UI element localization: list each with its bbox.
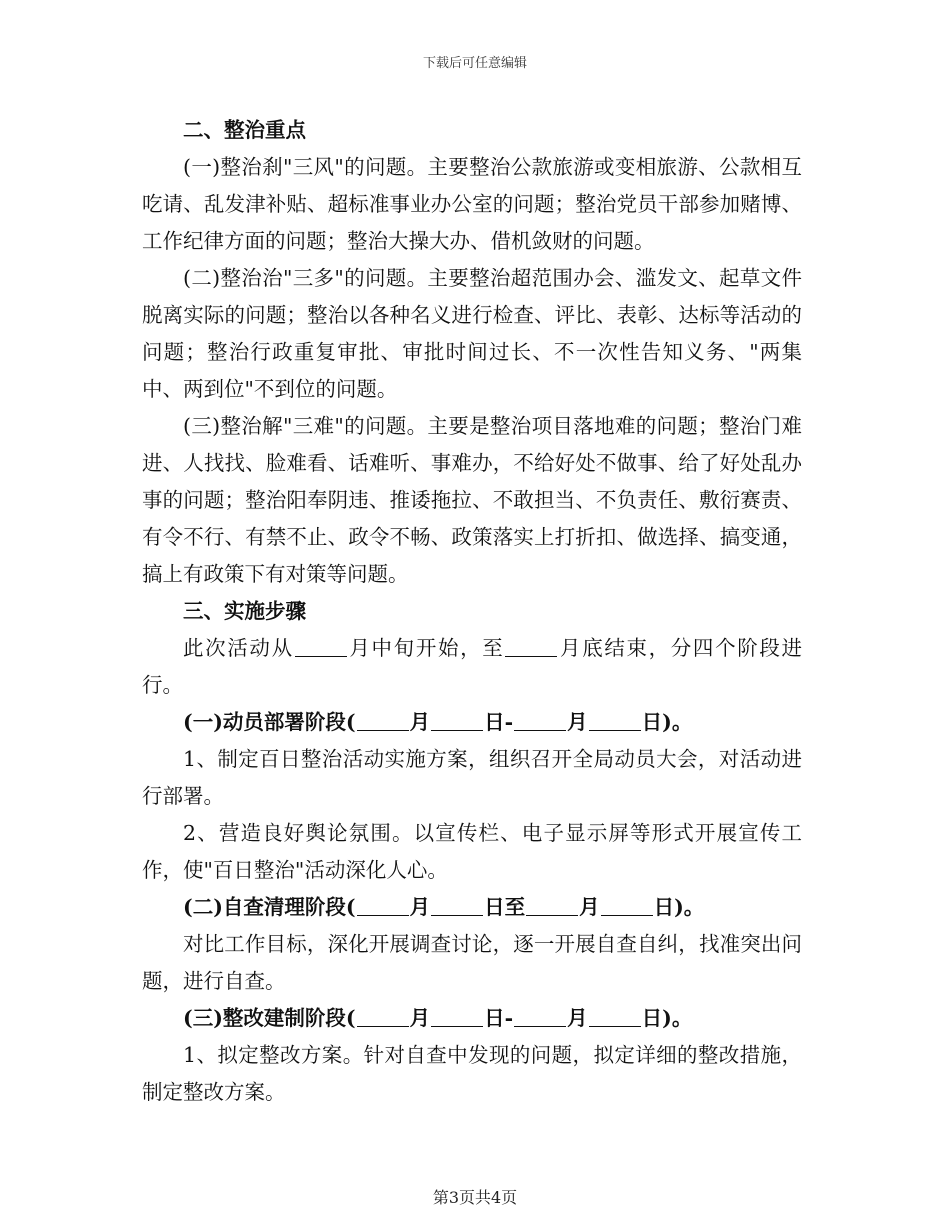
document-body [142, 112, 802, 1111]
text-fragment: 月 [567, 710, 588, 734]
paragraph: (二)整治治"三多"的问题。主要整治超范围办会、滥发文、起草文件脱离实际的问题；整治以各种名义进行检查、评比、表彰、达标等活动的问题；整治行政重复审批、审批时间过长、不一次性告知义务、"两集中、两到位"不到位的问题。 [142, 266, 802, 401]
fill-in-blank [431, 710, 483, 731]
fill-in-blank [514, 1006, 566, 1027]
text-fragment: 日- [484, 1006, 514, 1030]
text-fragment: 月中旬开始，至 [347, 636, 505, 660]
fill-in-blank [431, 1006, 483, 1027]
fill-in-blank [526, 895, 578, 916]
stage-heading [142, 1000, 802, 1037]
text-fragment: 月底结束，分四个阶段进行。 [142, 636, 803, 697]
stage-heading [142, 704, 802, 741]
fill-in-blank [357, 710, 409, 731]
text-fragment: 日至 [484, 895, 526, 919]
paragraph: 2、营造良好舆论氛围。以宣传栏、电子显示屏等形式开展宣传工作，使"百日整治"活动深化人心。 [142, 821, 802, 882]
text-fragment: 日- [484, 710, 514, 734]
section-heading: 二、整治重点 [183, 118, 306, 142]
text-fragment: 月 [409, 895, 431, 919]
text-fragment: 月 [579, 895, 600, 919]
fill-in-blank [357, 1006, 409, 1027]
paragraph: 对比工作目标，深化开展调查讨论，逐一开展自查自纠，找准突出问题，进行自查。 [142, 932, 802, 993]
text-fragment: (一)动员部署阶段( [183, 710, 356, 734]
fill-in-blank [295, 636, 347, 657]
paragraph: (一)整治刹"三风"的问题。主要整治公款旅游或变相旅游、公款相互吃请、乱发津补贴、超标准事业办公室的问题；整治党员干部参加赌博、工作纪律方面的问题；整治大操大办、借机敛财的问题。 [142, 155, 802, 253]
stage-heading [142, 889, 802, 926]
text-fragment: 日)。 [653, 895, 705, 919]
fill-in-blank [601, 895, 653, 916]
section-heading: 三、实施步骤 [183, 599, 306, 623]
text-fragment: 月 [409, 710, 431, 734]
text-fragment: (三)整改建制阶段( [183, 1006, 356, 1030]
fill-in-blank [514, 710, 566, 731]
fill-in-blank [589, 710, 641, 731]
fill-in-blank [589, 1006, 641, 1027]
text-fragment: 月 [409, 1006, 431, 1030]
text-fragment: 日)。 [641, 710, 693, 734]
paragraph: 1、制定百日整治活动实施方案，组织召开全局动员大会，对活动进行部署。 [142, 747, 802, 808]
paragraph: 1、拟定整改方案。针对自查中发现的问题，拟定详细的整改措施，制定整改方案。 [142, 1043, 802, 1104]
text-fragment: 此次活动从 [183, 636, 294, 660]
paragraph: (三)整治解"三难"的问题。主要是整治项目落地难的问题；整治门难进、人找找、脸难看、话难听、事难办，不给好处不做事、给了好处乱办事的问题；整治阳奉阴违、推诿拖拉、不敢担当、不负责任、敷衍赛责、有令不行、有禁不止、政令不畅、政策落实上打折扣、做选择、搞变通，搞上有政策下有对策等问题。 [142, 414, 802, 586]
fill-in-blank [357, 895, 409, 916]
text-fragment: 日)。 [641, 1006, 693, 1030]
page-footer: 第3页共4页 [432, 1188, 518, 1207]
paragraph [142, 630, 802, 704]
page-header: 下载后可任意编辑 [422, 56, 527, 71]
fill-in-blank [431, 895, 483, 916]
text-fragment: 月 [567, 1006, 588, 1030]
text-fragment: (二)自查清理阶段( [183, 895, 356, 919]
fill-in-blank [505, 636, 557, 657]
